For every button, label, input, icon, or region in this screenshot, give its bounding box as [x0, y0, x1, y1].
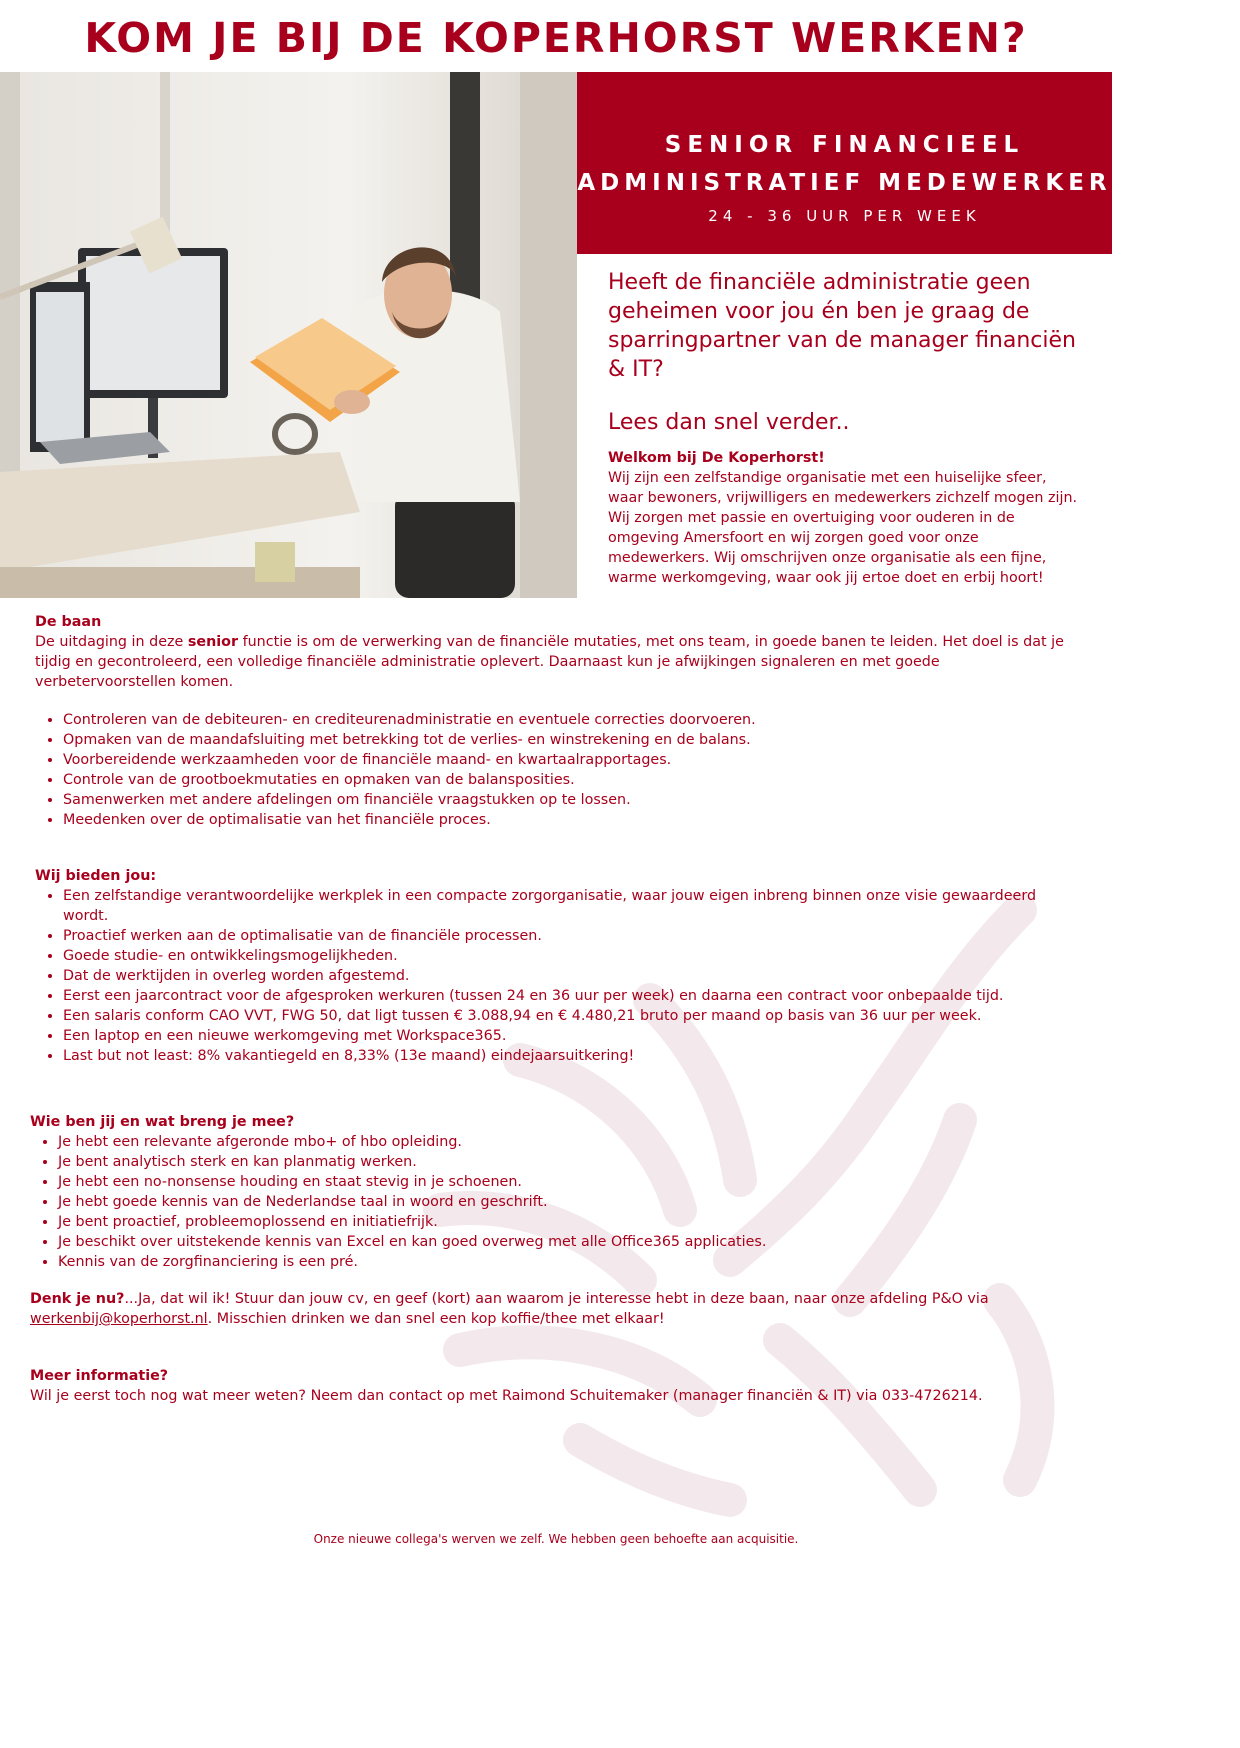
list-item: • Je hebt goede kennis van de Nederlandse taal in woord en geschrift.	[58, 1192, 1080, 1212]
list-item: • Last but not least: 8% vakantiegeld en 8,33% (13e maand) eindejaarsuitkering!	[63, 1046, 1075, 1066]
apply-section	[30, 1289, 1080, 1329]
intro-question: Heeft de financiële administratie geen geheimen voor jou én ben je graag de sparringpartner van de manager financiën & IT?	[608, 270, 1076, 382]
list-item: • Een laptop en een nieuwe werkomgeving met Workspace365.	[63, 1026, 1075, 1046]
offer-heading: Wij bieden jou:	[35, 868, 157, 884]
job-heading: De baan	[35, 614, 102, 630]
offer-list	[35, 886, 1075, 1066]
job-title-line-1: SENIOR FINANCIEEL	[664, 132, 1025, 158]
apply-text-end: . Misschien drinken we dan snel een kop koffie/thee met elkaar!	[207, 1311, 665, 1327]
list-item: • Eerst een jaarcontract voor de afgesproken werkuren (tussen 24 en 36 uur per week) en daarna een contract voor onbepaalde tijd.	[63, 986, 1075, 1006]
list-item: • Een zelfstandige verantwoordelijke werkplek in een compacte zorgorganisatie, waar jouw eigen inbreng binnen onze visie gewaardeerd wordt.	[63, 886, 1075, 926]
more-info-heading: Meer informatie?	[30, 1368, 169, 1384]
office-photo	[0, 72, 577, 598]
intro-cta: Lees dan snel verder..	[608, 410, 850, 435]
welcome-text: Wij zijn een zelfstandige organisatie met een huiselijke sfeer, waar bewoners, vrijwilligers en medewerkers zichzelf mogen zijn. Wij zorgen met passie en overtuiging voor ouderen in de omgeving Amersfoort en wij zorgen goed voor onze medewerkers. Wij omschrijven onze organisatie als een fijne, warme werkomgeving, waar ook jij ertoe doet en erbij hoort!	[608, 470, 1078, 586]
list-item: • Je bent analytisch sterk en kan planmatig werken.	[58, 1152, 1080, 1172]
job-intro: De uitdaging in deze senior functie is om de verwerking van de financiële mutaties, met ons team, in goede banen te leiden. Het doel is dat je tijdig en gecontroleerd, een volledige financiële administratie oplevert. Daarnaast kun je afwijkingen signaleren en met goede verbetervoorstellen komen.	[35, 634, 1064, 690]
list-item: • Goede studie- en ontwikkelingsmogelijkheden.	[63, 946, 1075, 966]
list-item: • Meedenken over de optimalisatie van het financiële proces.	[63, 810, 1075, 830]
list-item: • Dat de werktijden in overleg worden afgestemd.	[63, 966, 1075, 986]
list-item: • Je hebt een relevante afgeronde mbo+ of hbo opleiding.	[58, 1132, 1080, 1152]
list-item: • Je bent proactief, probleemoplossend en initiatiefrijk.	[58, 1212, 1080, 1232]
job-title-banner	[577, 72, 1112, 254]
page-title: KOM JE BIJ DE KOPERHORST WERKEN?	[84, 14, 1028, 62]
offer-section	[35, 866, 1075, 1066]
more-info-text: Wil je eerst toch nog wat meer weten? Neem dan contact op met Raimond Schuitemaker (manager financiën & IT) via 033-4726214.	[30, 1388, 983, 1404]
job-tasks-list	[35, 710, 1075, 830]
profile-list	[30, 1132, 1080, 1272]
apply-heading: Denk je nu?	[30, 1291, 125, 1307]
list-item: • Opmaken van de maandafsluiting met betrekking tot de verlies- en winstrekening en de balans.	[63, 730, 1075, 750]
profile-heading: Wie ben jij en wat breng je mee?	[30, 1114, 295, 1130]
job-section	[35, 612, 1075, 830]
list-item: • Kennis van de zorgfinanciering is een pré.	[58, 1252, 1080, 1272]
list-item: • Voorbereidende werkzaamheden voor de financiële maand- en kwartaalrapportages.	[63, 750, 1075, 770]
footer-note: Onze nieuwe collega's werven we zelf. We hebben geen behoefte aan acquisitie.	[313, 1532, 799, 1546]
welcome-heading: Welkom bij De Koperhorst!	[608, 450, 825, 466]
job-title-line-2: ADMINISTRATIEF MEDEWERKER	[577, 170, 1112, 196]
list-item: • Controleren van de debiteuren- en crediteurenadministratie en eventuele correcties doorvoeren.	[63, 710, 1075, 730]
list-item: • Proactief werken aan de optimalisatie van de financiële processen.	[63, 926, 1075, 946]
apply-text: ...Ja, dat wil ik! Stuur dan jouw cv, en geef (kort) aan waarom je interesse hebt in deze baan, naar onze afdeling P&O via	[124, 1291, 989, 1307]
job-hours: 24 - 36 UUR PER WEEK	[708, 207, 981, 225]
profile-section	[30, 1112, 1080, 1272]
list-item: • Controle van de grootboekmutaties en opmaken van de balansposities.	[63, 770, 1075, 790]
list-item: • Je hebt een no-nonsense houding en staat stevig in je schoenen.	[58, 1172, 1080, 1192]
list-item: • Samenwerken met andere afdelingen om financiële vraagstukken op te lossen.	[63, 790, 1075, 810]
email-link[interactable]: werkenbij@koperhorst.nl	[30, 1311, 208, 1327]
more-info-section	[30, 1366, 1090, 1406]
welcome-section	[608, 448, 1084, 588]
list-item: • Een salaris conform CAO VVT, FWG 50, dat ligt tussen € 3.088,94 en € 4.480,21 bruto per maand op basis van 36 uur per week.	[63, 1006, 1075, 1026]
list-item: • Je beschikt over uitstekende kennis van Excel en kan goed overweg met alle Office365 applicaties.	[58, 1232, 1080, 1252]
